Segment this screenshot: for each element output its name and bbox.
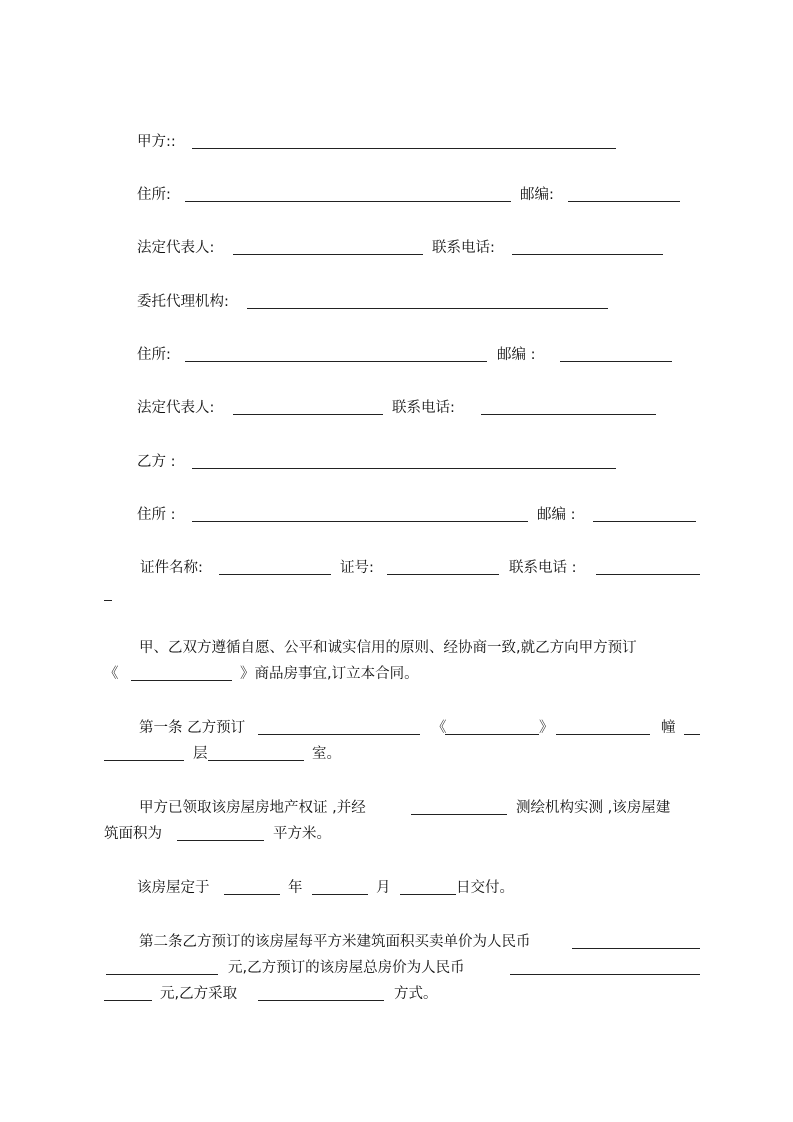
party-b-address-label: 住所 :	[137, 507, 176, 523]
party-a-legal-rep-field[interactable]	[233, 254, 423, 255]
agent-legal-rep-label: 法定代表人:	[137, 400, 215, 416]
party-b-id-number-label: 证号:	[340, 560, 374, 576]
delivery-label: 该房屋定于	[137, 880, 210, 896]
party-b-id-number-field[interactable]	[387, 574, 499, 575]
delivery-month-text: 月	[376, 880, 391, 896]
article2-part3: 元,乙方采取	[160, 986, 238, 1002]
preamble-open-quote: 《	[104, 666, 119, 682]
party-a-phone-field[interactable]	[512, 254, 663, 255]
article2-unit-price-field[interactable]	[106, 974, 218, 975]
agent-label: 委托代理机构:	[137, 294, 229, 310]
agent-address-field[interactable]	[185, 361, 487, 362]
party-b-postcode-field[interactable]	[593, 521, 696, 522]
party-a-address-label: 住所:	[137, 187, 171, 203]
party-a-phone-label: 联系电话:	[432, 240, 495, 256]
certificate-part3: 筑面积为	[104, 826, 162, 842]
party-b-phone-label: 联系电话 :	[509, 560, 577, 576]
certificate-area-field[interactable]	[177, 840, 264, 841]
article1-room-text: 室。	[312, 746, 341, 762]
article1-close-quote: 》	[539, 720, 554, 736]
party-a-address-field[interactable]	[185, 201, 511, 202]
article1-open-quote: 《	[432, 720, 447, 736]
party-b-name-field[interactable]	[192, 468, 616, 469]
agent-phone-label: 联系电话:	[392, 400, 455, 416]
party-a-legal-rep-label: 法定代表人:	[137, 240, 215, 256]
delivery-year-field[interactable]	[224, 894, 280, 895]
article1-floor-text: 层	[193, 746, 208, 762]
agent-phone-field[interactable]	[481, 414, 656, 415]
party-a-postcode-label: 邮编:	[520, 187, 554, 203]
preamble-project-field[interactable]	[131, 680, 232, 681]
article1-floor-field-start[interactable]	[684, 734, 700, 735]
delivery-year-text: 年	[288, 880, 303, 896]
article2-part2: 元,乙方预订的该房屋总房价为人民币	[228, 960, 465, 976]
party-b-id-name-field[interactable]	[219, 574, 331, 575]
party-b-label: 乙方 :	[137, 454, 176, 470]
certificate-survey-agency-field[interactable]	[411, 814, 507, 815]
agent-postcode-field[interactable]	[560, 361, 672, 362]
party-b-phone-field-continued[interactable]	[104, 600, 112, 601]
party-b-address-field[interactable]	[192, 521, 528, 522]
delivery-day-text: 日交付。	[456, 880, 514, 896]
article2-unit-price-field-start[interactable]	[572, 948, 700, 949]
article1-label: 第一条 乙方预订	[139, 720, 246, 736]
certificate-part2: 测绘机构实测 ,该房屋建	[516, 800, 671, 816]
article1-name-field[interactable]	[258, 734, 420, 735]
article2-part1: 第二条乙方预订的该房屋每平方米建筑面积买卖单价为人民币	[139, 934, 531, 950]
article2-total-price-field[interactable]	[104, 1000, 152, 1001]
delivery-month-field[interactable]	[312, 894, 368, 895]
article1-floor-field[interactable]	[104, 760, 184, 761]
agent-name-field[interactable]	[247, 308, 608, 309]
article2-total-price-field-start[interactable]	[510, 974, 700, 975]
agent-legal-rep-field[interactable]	[233, 414, 383, 415]
agent-address-label: 住所:	[137, 347, 171, 363]
certificate-part4: 平方米。	[273, 826, 331, 842]
article1-building-name-field[interactable]	[445, 734, 539, 735]
party-a-postcode-field[interactable]	[568, 201, 680, 202]
preamble-line1: 甲、乙双方遵循自愿、公平和诚实信用的原则、经协商一致,就乙方向甲方预订	[139, 640, 637, 656]
party-b-id-name-label: 证件名称:	[140, 560, 203, 576]
party-b-phone-field[interactable]	[596, 574, 700, 575]
delivery-day-field[interactable]	[400, 894, 456, 895]
party-a-label: 甲方::	[137, 134, 176, 150]
article1-building-text: 幢	[661, 720, 676, 736]
article2-part4: 方式。	[394, 986, 438, 1002]
article1-building-number-field[interactable]	[556, 734, 650, 735]
party-a-name-field[interactable]	[192, 148, 616, 149]
party-b-postcode-label: 邮编 :	[537, 507, 576, 523]
article2-payment-method-field[interactable]	[258, 1000, 384, 1001]
agent-postcode-label: 邮编 :	[497, 347, 536, 363]
article1-room-field[interactable]	[208, 760, 304, 761]
preamble-close-text: 》商品房事宜,订立本合同。	[240, 666, 419, 682]
certificate-part1: 甲方已领取该房屋房地产权证 ,并经	[139, 800, 366, 816]
